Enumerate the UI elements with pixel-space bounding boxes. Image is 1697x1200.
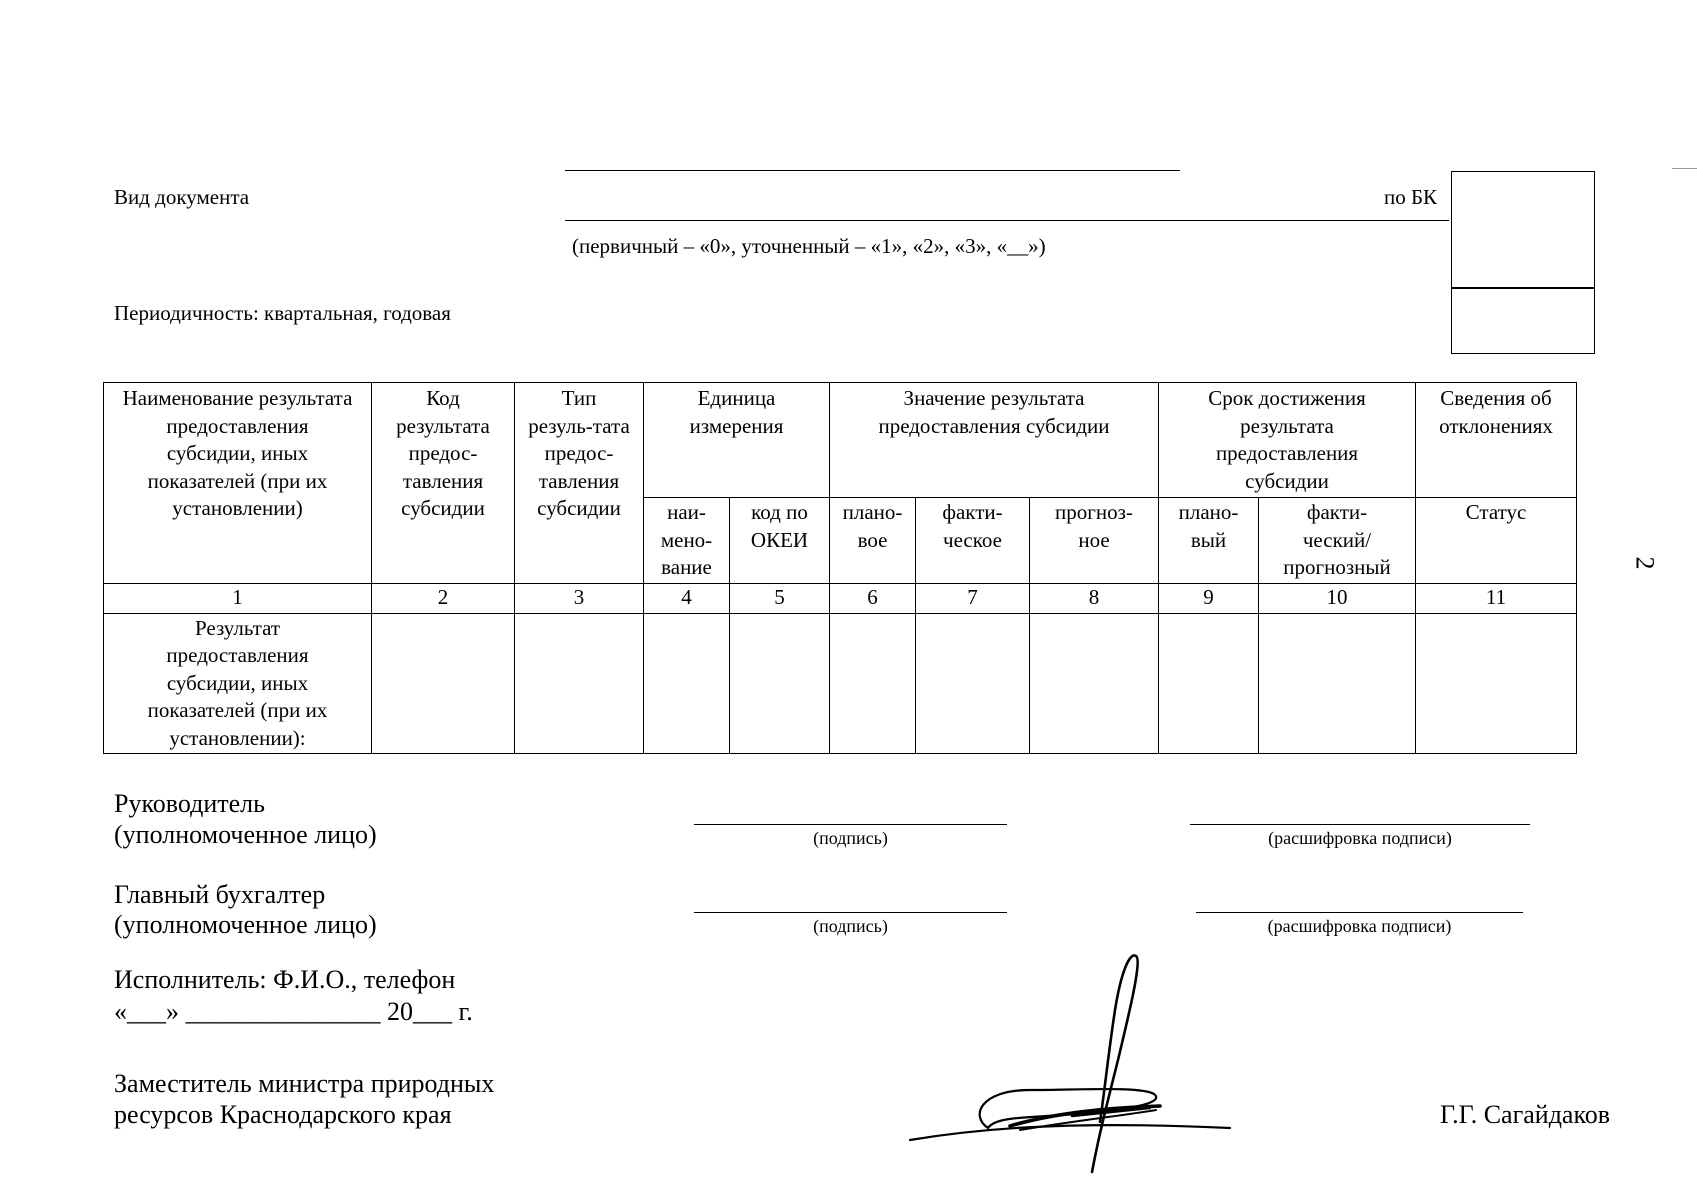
col-number: 3 xyxy=(515,583,644,613)
head-sign-line[interactable] xyxy=(694,824,1007,825)
chief-accountant-subtitle: (уполномоченное лицо) xyxy=(114,910,377,939)
po-bk-label: по БК xyxy=(1384,185,1438,209)
col-number: 11 xyxy=(1416,583,1577,613)
executor-line: Исполнитель: Ф.И.О., телефон xyxy=(114,965,456,994)
edge-mark xyxy=(1672,168,1697,169)
col-header-unit: Единица измерения xyxy=(644,383,830,498)
official-position-line2: ресурсов Краснодарского края xyxy=(114,1100,452,1129)
col-header-code: Код результата предос-тавления субсидии xyxy=(372,383,515,584)
col-number: 4 xyxy=(644,583,730,613)
col-header-value-fact: факти-ческое xyxy=(916,498,1030,584)
data-cell-deadline-fact[interactable] xyxy=(1259,613,1416,754)
head-sign-caption: (подпись) xyxy=(813,828,888,848)
col-header-deviations: Сведения об отклонениях xyxy=(1416,383,1577,498)
version-hint: (первичный – «0», уточненный – «1», «2», «3», «__») xyxy=(572,234,1046,258)
head-title: Руководитель xyxy=(114,789,265,818)
data-cell-type[interactable] xyxy=(515,613,644,754)
chief-decode-caption: (расшифровка подписи) xyxy=(1267,916,1452,936)
data-cell-unit-name[interactable] xyxy=(644,613,730,754)
col-header-name: Наименование результата предоставления субсидии, иных показателей (при их установлении) xyxy=(104,383,372,584)
col-number: 9 xyxy=(1159,583,1259,613)
data-cell-code[interactable] xyxy=(372,613,515,754)
page-number: 2 xyxy=(1630,556,1660,570)
col-number: 1 xyxy=(104,583,372,613)
official-name: Г.Г. Сагайдаков xyxy=(1440,1100,1611,1129)
results-table xyxy=(103,382,1577,754)
official-position-line1: Заместитель министра природных xyxy=(114,1069,495,1098)
col-header-type: Тип резуль-тата предос-тавления субсидии xyxy=(515,383,644,584)
chief-sign-line[interactable] xyxy=(694,912,1007,913)
chief-accountant-title: Главный бухгалтер xyxy=(114,880,326,909)
handwritten-signature xyxy=(900,940,1240,1185)
col-number: 8 xyxy=(1030,583,1159,613)
col-number: 7 xyxy=(916,583,1030,613)
col-header-status: Статус xyxy=(1416,498,1577,584)
data-cell-deadline-plan[interactable] xyxy=(1159,613,1259,754)
data-row-label: Результат предоставления субсидии, иных показателей (при их установлении): xyxy=(104,613,372,754)
doc-type-top-line xyxy=(565,170,1180,171)
head-subtitle: (уполномоченное лицо) xyxy=(114,820,377,849)
col-header-unit-name: наи-мено-вание xyxy=(644,498,730,584)
data-cell-value-fact[interactable] xyxy=(916,613,1030,754)
doc-type-label: Вид документа xyxy=(114,185,250,209)
col-header-deadline-plan: плано-вый xyxy=(1159,498,1259,584)
data-cell-value-plan[interactable] xyxy=(830,613,916,754)
col-number: 6 xyxy=(830,583,916,613)
col-header-unit-okei: код по ОКЕИ xyxy=(730,498,830,584)
date-line: «___» _______________ 20___ г. xyxy=(114,997,473,1026)
col-header-value-plan: плано-вое xyxy=(830,498,916,584)
doc-type-field-line[interactable] xyxy=(565,220,1449,221)
col-header-value-forecast: прогноз-ное xyxy=(1030,498,1159,584)
data-cell-status[interactable] xyxy=(1416,613,1577,754)
col-number: 5 xyxy=(730,583,830,613)
col-number: 10 xyxy=(1259,583,1416,613)
head-decode-caption: (расшифровка подписи) xyxy=(1268,828,1452,848)
chief-sign-caption: (подпись) xyxy=(813,916,888,936)
col-header-deadline-fact: факти-ческий/ прогнозный xyxy=(1259,498,1416,584)
code-box-top[interactable] xyxy=(1451,171,1595,289)
data-cell-unit-okei[interactable] xyxy=(730,613,830,754)
col-number: 2 xyxy=(372,583,515,613)
col-header-deadline: Срок достижения результата предоставления субсидии xyxy=(1159,383,1416,498)
periodicity-label: Периодичность: квартальная, годовая xyxy=(114,301,451,325)
head-decode-line[interactable] xyxy=(1190,824,1530,825)
col-header-value: Значение результата предоставления субсидии xyxy=(830,383,1159,498)
data-cell-value-forecast[interactable] xyxy=(1030,613,1159,754)
code-box-bottom[interactable] xyxy=(1451,287,1595,354)
chief-decode-line[interactable] xyxy=(1196,912,1523,913)
